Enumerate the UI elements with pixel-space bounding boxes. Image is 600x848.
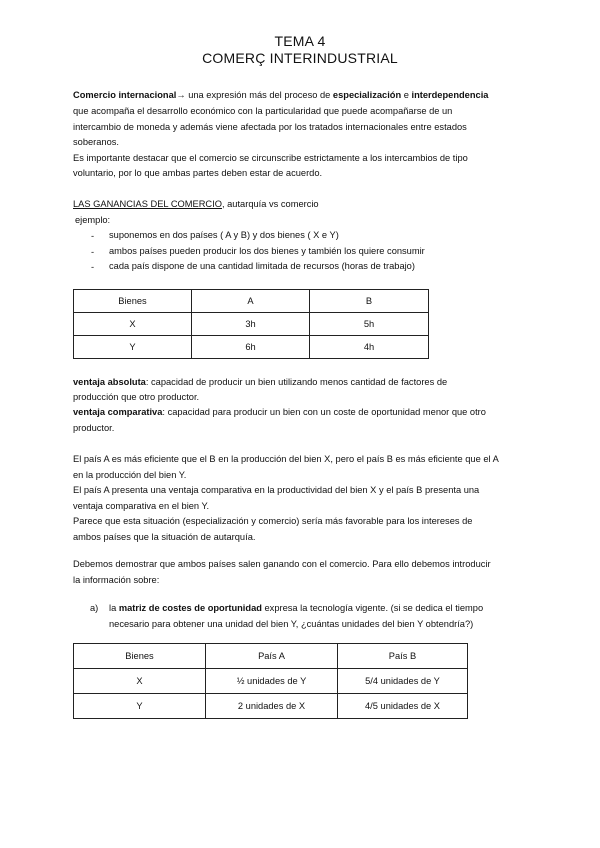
topic-number: TEMA 4 bbox=[274, 33, 326, 49]
table-row bbox=[74, 336, 429, 359]
arrow-symbol: → bbox=[176, 90, 186, 100]
table-row bbox=[74, 313, 429, 336]
table-cell: 3h bbox=[192, 313, 310, 336]
intro-line-1 bbox=[73, 88, 488, 104]
intro-line-4: soberanos. bbox=[73, 137, 119, 147]
intro-line-6: voluntario, por lo que ambas partes deben estar de acuerdo. bbox=[73, 168, 323, 178]
bullet-item: ambos países pueden producir los dos bienes y también los quiere consumir bbox=[109, 246, 425, 256]
keyword-especializacion: especialización bbox=[332, 90, 402, 100]
definition-text: : capacidad para producir un bien con un coste de oportunidad menor que otro bbox=[162, 407, 486, 417]
demo-line-2: la información sobre: bbox=[73, 575, 160, 585]
intro-text: una expresión más del proceso de bbox=[185, 90, 333, 100]
intro-connector: e bbox=[401, 90, 412, 100]
analysis-line-2: en la producción del bien Y. bbox=[73, 470, 187, 480]
table-cell: 5/4 unidades de Y bbox=[338, 669, 468, 694]
analysis-line-1: El país A es más eficiente que el B en la producción del bien X, pero el país B es más eficiente que el A bbox=[73, 454, 499, 464]
definition-comparative bbox=[73, 405, 486, 421]
table-cell: X bbox=[74, 669, 206, 694]
table-cell: 5h bbox=[310, 313, 429, 336]
table-header-cell: País B bbox=[338, 644, 468, 669]
table-header-cell: B bbox=[310, 290, 429, 313]
intro-line-3: intercambio de moneda y además viene afectada por los tratados internacionales entre estados bbox=[73, 122, 467, 132]
table-cell: 6h bbox=[192, 336, 310, 359]
analysis-line-5: Parece que esta situación (especialización y comercio) sería más favorable para los intereses de bbox=[73, 516, 473, 526]
intro-line-5: Es importante destacar que el comercio se circunscribe estrictamente a los intercambios de tipo bbox=[73, 153, 468, 163]
table-cell: 2 unidades de X bbox=[206, 694, 338, 719]
section-heading-underlined: LAS GANANCIAS DEL COMERCIO bbox=[73, 199, 222, 209]
definition-comparative-line-2: productor. bbox=[73, 423, 115, 433]
table-row bbox=[74, 694, 468, 719]
table-header-cell: A bbox=[192, 290, 310, 313]
analysis-line-6: ambos países que la situación de autarquía. bbox=[73, 532, 256, 542]
term-ventaja-comparativa: ventaja comparativa bbox=[73, 407, 163, 417]
table-header-cell: Bienes bbox=[74, 644, 206, 669]
keyword-interdependencia: interdependencia bbox=[411, 90, 489, 100]
opportunity-cost-table bbox=[73, 643, 468, 719]
table-header-cell: País A bbox=[206, 644, 338, 669]
bullet-marker: - bbox=[91, 231, 95, 241]
section-heading bbox=[73, 197, 319, 213]
bullet-marker: - bbox=[91, 247, 95, 257]
analysis-line-4: ventaja comparativa en el bien Y. bbox=[73, 501, 210, 511]
analysis-line-3: El país A presenta una ventaja comparativa en la productividad del bien X y el país B presenta una bbox=[73, 485, 480, 495]
item-a-line-1 bbox=[109, 601, 483, 617]
table-header-row bbox=[74, 290, 429, 313]
table-cell: ½ unidades de Y bbox=[206, 669, 338, 694]
item-a-text: expresa la tecnología vigente. (si se dedica el tiempo bbox=[261, 603, 484, 613]
table-cell: X bbox=[74, 313, 192, 336]
topic-title: COMERÇ INTERINDUSTRIAL bbox=[202, 50, 398, 66]
bullet-item: suponemos en dos países ( A y B) y dos bienes ( X e Y) bbox=[109, 230, 339, 240]
definition-absolute-line-2: producción que otro productor. bbox=[73, 392, 200, 402]
table-header-row bbox=[74, 644, 468, 669]
term-comercio-internacional: Comercio internacional bbox=[73, 90, 177, 100]
example-label: ejemplo: bbox=[75, 215, 111, 225]
table-header-cell: Bienes bbox=[74, 290, 192, 313]
term-ventaja-absoluta: ventaja absoluta bbox=[73, 377, 146, 387]
definition-absolute bbox=[73, 375, 447, 391]
section-heading-rest: , autarquía vs comercio bbox=[221, 199, 319, 209]
bullet-item: cada país dispone de una cantidad limitada de recursos (horas de trabajo) bbox=[109, 261, 415, 271]
table-cell: 4/5 unidades de X bbox=[338, 694, 468, 719]
hours-table bbox=[73, 289, 429, 359]
definition-text: : capacidad de producir un bien utilizando menos cantidad de factores de bbox=[145, 377, 448, 387]
list-marker-a: a) bbox=[90, 603, 99, 613]
item-a-prefix: la bbox=[109, 603, 119, 613]
bullet-marker: - bbox=[91, 262, 95, 272]
table-row bbox=[74, 669, 468, 694]
table-cell: 4h bbox=[310, 336, 429, 359]
table-cell: Y bbox=[74, 336, 192, 359]
demo-line-1: Debemos demostrar que ambos países salen ganando con el comercio. Para ello debemos introducir bbox=[73, 559, 491, 569]
intro-line-2: que acompaña el desarrollo económico con la particularidad que puede acompañarse de un bbox=[73, 106, 453, 116]
item-a-line-2: necesario para obtener una unidad del bien Y, ¿cuántas unidades del bien Y obtendría?) bbox=[109, 619, 474, 629]
term-matriz-costes: matriz de costes de oportunidad bbox=[118, 603, 262, 613]
table-cell: Y bbox=[74, 694, 206, 719]
